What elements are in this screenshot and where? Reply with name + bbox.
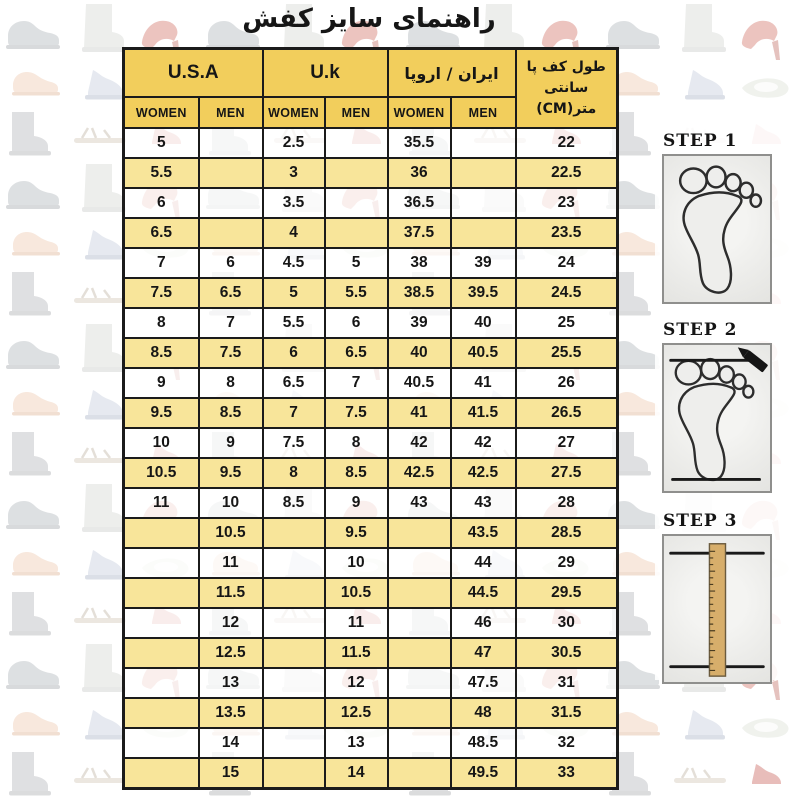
size-cell: [263, 608, 325, 638]
size-cell: [451, 158, 516, 188]
size-cell: 9.5: [199, 458, 263, 488]
subheader-iran-women: WOMEN: [388, 97, 451, 128]
table-row: [124, 698, 618, 728]
table-row: [124, 278, 618, 308]
size-cell: 41.5: [451, 398, 516, 428]
size-cell: 13: [325, 728, 388, 758]
foot-outline-lines-pencil-icon: [665, 347, 769, 489]
size-cell: [325, 128, 388, 158]
size-cell: 47: [451, 638, 516, 668]
size-cell: 41: [451, 368, 516, 398]
size-cell: 42: [451, 428, 516, 458]
size-cell: 48: [451, 698, 516, 728]
foot-outline-icon: [665, 158, 769, 300]
size-cell: [263, 548, 325, 578]
size-cell: 5.5: [124, 158, 199, 188]
size-cell: 3.5: [263, 188, 325, 218]
size-cell: 40: [388, 338, 451, 368]
size-cell: 4.5: [263, 248, 325, 278]
size-cell: 22.5: [516, 158, 618, 188]
size-cell: 38: [388, 248, 451, 278]
size-cell: [325, 188, 388, 218]
subheader-usa-men: MEN: [199, 97, 263, 128]
size-cell: 7.5: [325, 398, 388, 428]
size-cell: 47.5: [451, 668, 516, 698]
size-cell: 9.5: [124, 398, 199, 428]
size-cell: [388, 638, 451, 668]
size-cell: 14: [199, 728, 263, 758]
table-row: [124, 158, 618, 188]
size-cell: [388, 728, 451, 758]
size-cell: 11: [199, 548, 263, 578]
size-cell: 13: [199, 668, 263, 698]
size-cell: 29: [516, 548, 618, 578]
size-cell: [325, 158, 388, 188]
table-row: [124, 638, 618, 668]
size-cell: 14: [325, 758, 388, 789]
size-cell: [124, 698, 199, 728]
size-cell: [388, 668, 451, 698]
step3-label: STEP 3: [663, 511, 738, 531]
size-cell: 6.5: [124, 218, 199, 248]
size-cell: 4: [263, 218, 325, 248]
table-row: [124, 338, 618, 368]
size-cell: 6: [199, 248, 263, 278]
table-row: [124, 548, 618, 578]
size-cell: 6.5: [325, 338, 388, 368]
size-cell: 43.5: [451, 518, 516, 548]
size-cell: [199, 218, 263, 248]
step1-label: STEP 1: [663, 131, 738, 151]
size-cell: [124, 728, 199, 758]
size-cell: 28: [516, 488, 618, 518]
size-cell: 6: [124, 188, 199, 218]
size-cell: 6: [325, 308, 388, 338]
size-cell: 5.5: [325, 278, 388, 308]
size-cell: 7: [325, 368, 388, 398]
size-cell: [124, 758, 199, 789]
table-row: [124, 218, 618, 248]
size-cell: [263, 728, 325, 758]
size-cell: 24.5: [516, 278, 618, 308]
size-cell: 35.5: [388, 128, 451, 158]
size-cell: 30: [516, 608, 618, 638]
size-cell: 44: [451, 548, 516, 578]
size-cell: 10.5: [124, 458, 199, 488]
size-cell: 9.5: [325, 518, 388, 548]
size-cell: 24: [516, 248, 618, 278]
size-cell: 40.5: [451, 338, 516, 368]
size-cell: 12: [199, 608, 263, 638]
size-cell: 10: [124, 428, 199, 458]
size-cell: [124, 578, 199, 608]
size-cell: 13.5: [199, 698, 263, 728]
table-row: [124, 188, 618, 218]
size-cell: 23.5: [516, 218, 618, 248]
size-cell: [388, 578, 451, 608]
size-cell: [124, 518, 199, 548]
size-cell: 46: [451, 608, 516, 638]
size-cell: 9: [199, 428, 263, 458]
size-cell: 42.5: [451, 458, 516, 488]
step3-box: [662, 534, 772, 684]
size-cell: 5: [124, 128, 199, 158]
size-cell: 7.5: [263, 428, 325, 458]
subheader-usa-women: WOMEN: [124, 97, 199, 128]
size-cell: 42: [388, 428, 451, 458]
table-row: [124, 308, 618, 338]
size-cell: 26: [516, 368, 618, 398]
size-cell: 9: [325, 488, 388, 518]
size-cell: 43: [451, 488, 516, 518]
size-cell: 44.5: [451, 578, 516, 608]
size-cell: 12.5: [199, 638, 263, 668]
size-cell: [388, 698, 451, 728]
size-cell: 25.5: [516, 338, 618, 368]
size-cell: [325, 218, 388, 248]
size-cell: 8: [124, 308, 199, 338]
size-cell: 8: [325, 428, 388, 458]
size-cell: [124, 608, 199, 638]
size-cell: 39: [388, 308, 451, 338]
size-cell: 5: [263, 278, 325, 308]
table-row: [124, 458, 618, 488]
size-cell: 27: [516, 428, 618, 458]
size-cell: 7: [199, 308, 263, 338]
size-cell: 23: [516, 188, 618, 218]
size-cell: 31.5: [516, 698, 618, 728]
size-cell: 40: [451, 308, 516, 338]
size-cell: 22: [516, 128, 618, 158]
size-cell: 15: [199, 758, 263, 789]
size-cell: 11: [325, 608, 388, 638]
subheader-uk-women: WOMEN: [263, 97, 325, 128]
table-row: [124, 758, 618, 789]
size-cell: [199, 188, 263, 218]
header-uk: U.k: [263, 49, 388, 98]
header-foot-length-line1: طول کف پا: [526, 59, 606, 75]
size-cell: [388, 548, 451, 578]
size-cell: 37.5: [388, 218, 451, 248]
subheader-uk-men: MEN: [325, 97, 388, 128]
table-row: [124, 368, 618, 398]
size-cell: 2.5: [263, 128, 325, 158]
size-cell: 10.5: [325, 578, 388, 608]
header-row-regions: [124, 49, 618, 98]
table-row: [124, 128, 618, 158]
size-cell: 8.5: [325, 458, 388, 488]
size-cell: 30.5: [516, 638, 618, 668]
size-cell: [451, 218, 516, 248]
table-row: [124, 668, 618, 698]
size-cell: 11: [124, 488, 199, 518]
size-cell: 40.5: [388, 368, 451, 398]
size-cell: 8.5: [124, 338, 199, 368]
size-cell: 8: [199, 368, 263, 398]
size-cell: 9: [124, 368, 199, 398]
step2-label: STEP 2: [663, 320, 738, 340]
size-cell: 8.5: [199, 398, 263, 428]
size-cell: 29.5: [516, 578, 618, 608]
table-row: [124, 728, 618, 758]
size-cell: 31: [516, 668, 618, 698]
size-cell: 36.5: [388, 188, 451, 218]
size-cell: 7.5: [199, 338, 263, 368]
size-cell: 3: [263, 158, 325, 188]
size-cell: [451, 128, 516, 158]
size-cell: 25: [516, 308, 618, 338]
size-cell: 26.5: [516, 398, 618, 428]
step2-box: [662, 343, 772, 493]
ruler-icon: [709, 544, 725, 676]
size-cell: 48.5: [451, 728, 516, 758]
size-cell: [124, 668, 199, 698]
size-cell: 28.5: [516, 518, 618, 548]
size-cell: 10.5: [199, 518, 263, 548]
size-cell: 12.5: [325, 698, 388, 728]
size-cell: 11.5: [199, 578, 263, 608]
size-table-body: [124, 128, 618, 789]
size-cell: 6.5: [263, 368, 325, 398]
page-title: راهنمای سایز کفش: [242, 4, 496, 34]
steps-panel: [655, 123, 796, 680]
size-cell: [263, 668, 325, 698]
size-cell: 36: [388, 158, 451, 188]
size-cell: [263, 638, 325, 668]
table-row: [124, 248, 618, 278]
subheader-iran-men: MEN: [451, 97, 516, 128]
header-iran-europe: ایران / اروپا: [388, 49, 516, 98]
size-cell: 6: [263, 338, 325, 368]
size-cell: 27.5: [516, 458, 618, 488]
table-row: [124, 608, 618, 638]
table-row: [124, 398, 618, 428]
table-row: [124, 488, 618, 518]
ruler-between-lines-icon: [665, 538, 769, 680]
size-cell: [388, 518, 451, 548]
size-cell: 5: [325, 248, 388, 278]
size-cell: [124, 548, 199, 578]
size-cell: 41: [388, 398, 451, 428]
size-cell: [263, 578, 325, 608]
size-cell: 49.5: [451, 758, 516, 789]
size-cell: 33: [516, 758, 618, 789]
table-row: [124, 578, 618, 608]
size-cell: 8: [263, 458, 325, 488]
size-cell: [124, 638, 199, 668]
size-cell: [199, 158, 263, 188]
size-cell: 10: [199, 488, 263, 518]
size-cell: [388, 758, 451, 789]
size-cell: [263, 698, 325, 728]
header-foot-length-cm: [516, 49, 618, 129]
size-cell: 43: [388, 488, 451, 518]
size-cell: 5.5: [263, 308, 325, 338]
size-cell: 8.5: [263, 488, 325, 518]
size-cell: 42.5: [388, 458, 451, 488]
table-row: [124, 428, 618, 458]
size-cell: [388, 608, 451, 638]
size-cell: 11.5: [325, 638, 388, 668]
header-foot-length-line2: سانتی متر(CM): [536, 80, 597, 117]
size-cell: [199, 128, 263, 158]
size-cell: 39.5: [451, 278, 516, 308]
size-cell: 7.5: [124, 278, 199, 308]
size-cell: 38.5: [388, 278, 451, 308]
size-cell: 39: [451, 248, 516, 278]
size-cell: 10: [325, 548, 388, 578]
table-row: [124, 518, 618, 548]
size-cell: 6.5: [199, 278, 263, 308]
step1-box: [662, 154, 772, 304]
size-cell: [263, 518, 325, 548]
size-cell: 7: [263, 398, 325, 428]
size-cell: [263, 758, 325, 789]
size-chart-table: [122, 47, 619, 790]
size-cell: 32: [516, 728, 618, 758]
size-cell: 12: [325, 668, 388, 698]
header-usa: U.S.A: [124, 49, 263, 98]
size-cell: [451, 188, 516, 218]
size-cell: 7: [124, 248, 199, 278]
